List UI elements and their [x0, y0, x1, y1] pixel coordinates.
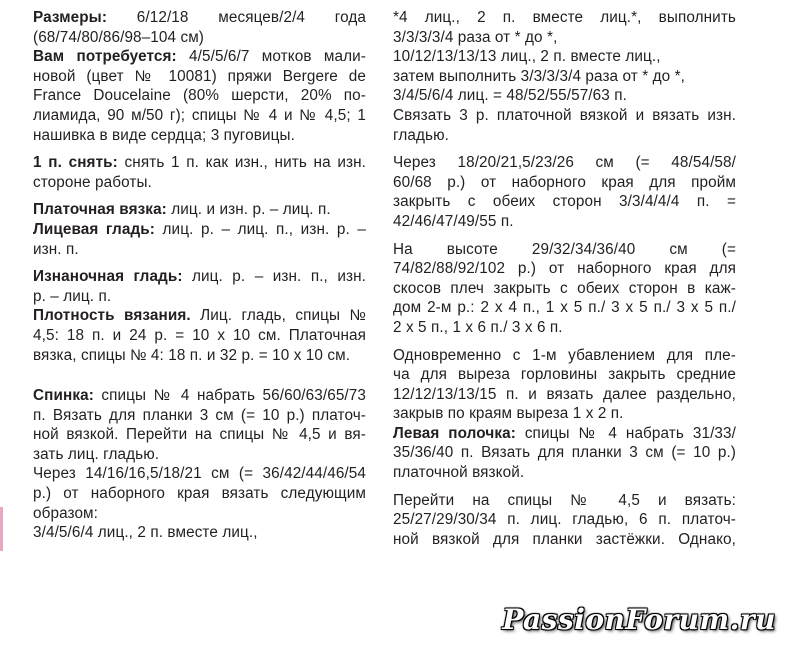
text-line: лиамида, 90 м/50 г); спицы № 4 и № 4,5; 1 — [33, 106, 366, 124]
left-front-continued-paragraph — [393, 491, 736, 550]
text-line: 4/5/5/6/7 мотков мали- — [189, 48, 366, 66]
reverse-stockinette-label: Изнаночная гладь: — [33, 268, 183, 286]
text-line: Лиц. гладь, спицы № — [200, 307, 366, 325]
text-line: ной вязкой. Перейти на спицы № 4,5 и вя- — [33, 426, 366, 444]
text-line: затем выполнить 3/3/3/3/4 раза от * до *, — [393, 67, 686, 85]
text-line: 3/4/5/6/4 лиц. = 48/52/55/57/63 п. — [393, 87, 627, 105]
text-line: 6/12/18 месяцев/2/4 года — [136, 9, 366, 26]
text-line: 3/3/3/3/4 раза от * до *, — [393, 28, 558, 46]
left-front-label: Левая полочка: — [393, 424, 516, 442]
text-line: Одновременно с 1-м убавлением для пле- — [393, 346, 736, 364]
text-line: 25/27/29/30/34 п. лиц. гладью, 6 п. платоч- — [393, 511, 736, 529]
gauge-label: Плотность вязания. — [33, 307, 191, 325]
garter-rows-paragraph — [393, 106, 736, 145]
left-column — [33, 8, 366, 543]
text-line: 60/68 р.) от наборного края для пройм — [393, 173, 736, 191]
text-line: вязка, спицы № 4: 18 п. и 32 р. = 10 х 10 см. — [33, 346, 351, 364]
text-line: образом: — [33, 504, 99, 522]
gauge-paragraph — [33, 306, 366, 365]
text-line: р.) от наборного края вязать следующим — [33, 485, 366, 503]
text-line: 35/36/40 п. Вязать для планки 3 см (= 10 р.) — [393, 444, 736, 462]
text-line: ной вязкой для планки застёжки. Однако, — [393, 530, 736, 548]
garter-stitch-label: Платочная вязка: — [33, 201, 167, 219]
text-line: (68/74/80/86/98–104 см) — [33, 28, 205, 46]
text-line: п. Вязать для планки 3 см (= 10 р.) платоч- — [33, 406, 366, 424]
shoulders-paragraph — [393, 240, 736, 338]
text-line: закрыв по краям выреза 1 х 2 п. — [393, 405, 624, 423]
text-line: 2 х 5 п., 1 х 6 п./ 3 х 6 п. — [393, 318, 563, 336]
sizes-paragraph — [33, 8, 366, 47]
site-watermark: PassionForum.ru — [502, 603, 776, 636]
sizes-label: Размеры: — [33, 9, 108, 26]
text-line: гладью. — [393, 126, 449, 144]
text-line: лиц. р. – лиц. п., изн. р. – — [162, 220, 366, 238]
text-line: Связать 3 р. платочной вязкой и вязать изн. — [393, 106, 736, 124]
page-edge-marker — [0, 507, 3, 551]
text-line: стороне работы. — [33, 173, 152, 191]
text-line: новой (цвет № 10081) пряжи Bergere de — [33, 67, 366, 85]
text-line: На высоте 29/32/34/36/40 см (= — [393, 240, 736, 258]
stockinette-label: Лицевая гладь: — [33, 220, 155, 238]
text-line: 10/12/13/13/13 лиц., 2 п. вместе лиц., — [393, 48, 661, 66]
back-continued-paragraph — [33, 464, 366, 542]
back-label: Спинка: — [33, 387, 94, 405]
text-line: 74/82/88/92/102 р.) от наборного края для — [393, 260, 736, 278]
text-line: дом 2-м р.: 2 х 4 п., 1 х 5 п./ 3 х 5 п./ 3 х 5 п./ — [393, 299, 736, 317]
text-line: 42/46/47/49/55 п. — [393, 212, 514, 230]
armholes-paragraph — [393, 153, 736, 231]
text-line: France Doucelaine (80% шерсти, 20% по- — [33, 87, 366, 105]
left-front-paragraph — [393, 424, 736, 483]
text-line: *4 лиц., 2 п. вместе лиц.*, выполнить — [393, 9, 736, 26]
text-line: Перейти на спицы № 4,5 и вязать: — [393, 491, 736, 509]
text-line: скосов плеч закрыть с обеих сторон в каж- — [393, 279, 736, 297]
back-paragraph — [33, 386, 366, 464]
text-line: изн. п. — [33, 240, 79, 258]
text-line: 12/12/13/13/15 п. и вязать далее раздельно, — [393, 385, 736, 403]
text-line: 3/4/5/6/4 лиц., 2 п. вместе лиц., — [33, 524, 258, 542]
slip-stitch-label: 1 п. снять: — [33, 154, 118, 172]
text-line: зать лиц. гладью. — [33, 445, 160, 463]
slip-stitch-paragraph — [33, 153, 366, 192]
repeat-paragraph — [393, 8, 736, 106]
text-line: закрыть с обеих сторон 3/3/4/4/4 п. = — [393, 193, 736, 211]
text-line: ча для выреза горловины закрыть средние — [393, 366, 736, 384]
materials-paragraph — [33, 47, 366, 145]
text-line: спицы № 4 набрать 56/60/63/65/73 — [101, 387, 366, 405]
garter-stitch-paragraph — [33, 200, 366, 220]
text-line: спицы № 4 набрать 31/33/ — [524, 424, 736, 442]
stockinette-paragraph — [33, 220, 366, 259]
text-line: Через 14/16/16,5/18/21 см (= 36/42/44/46/54 — [33, 465, 366, 483]
reverse-stockinette-paragraph — [33, 267, 366, 306]
materials-label: Вам потребуется: — [33, 48, 177, 66]
text-line: р. – лиц. п. — [33, 287, 112, 305]
right-column — [393, 8, 736, 549]
neckline-paragraph — [393, 346, 736, 424]
text-line: 4,5: 18 п. и 24 р. = 10 х 10 см. Платочная — [33, 326, 366, 344]
text-line: Через 18/20/21,5/23/26 см (= 48/54/58/ — [393, 154, 736, 172]
text-line: снять 1 п. как изн., нить на изн. — [124, 154, 367, 172]
text-line: платочной вязкой. — [393, 464, 525, 482]
text-line: нашивка в виде сердца; 3 пуговицы. — [33, 126, 295, 144]
text-line: лиц. и изн. р. – лиц. п. — [171, 201, 331, 219]
text-line: лиц. р. – изн. п., изн. — [192, 268, 366, 286]
